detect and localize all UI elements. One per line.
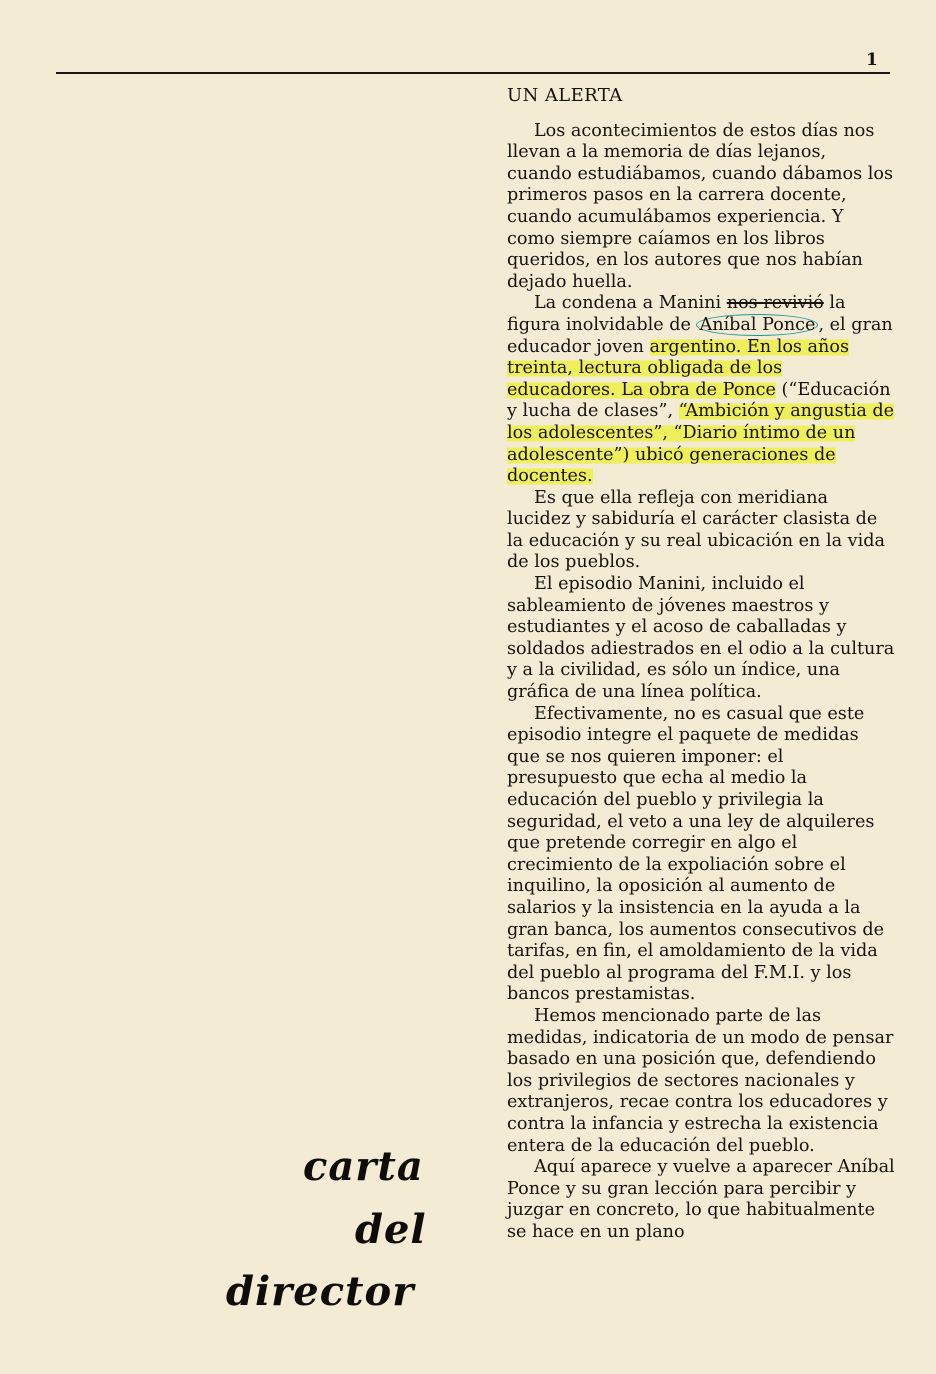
paragraph-text: Es que ella refleja con meridiana lucidez y sabiduría el carácter clasista de la educación y su real ubicación en la vida de los pueblos. [507,487,885,573]
paragraph-text: la figura inolvidable de [507,293,846,335]
section-label-del: del [355,1206,427,1253]
article-paragraph [507,1006,895,1157]
section-label-carta: carta [303,1143,424,1190]
paragraph-text: , el gran educador joven [507,314,893,357]
article-body [507,121,895,1244]
paragraph-text: Los acontecimientos de estos días nos llevan a la memoria de días lejanos, cuando estudiábamos, cuando dábamos los primeros pasos en la carrera docente, cuando acumulábamos experiencia. Y como siempre caíamos en los libros queridos, en los autores que nos habían dejado huella. [507,120,894,292]
struck-text: nos revivió [726,293,824,314]
paragraph-text: Hemos mencionado parte de las medidas, indicatoria de un modo de pensar basado en una posición que, defendiendo los privilegios de sectores nacionales y extranjeros, recae contra los educadores y contra la infancia y estrecha la existencia entera de la educación del pueblo. [507,1005,894,1156]
paragraph-text: Efectivamente, no es casual que este episodio integre el paquete de medidas que se nos quieren imponer: el presupuesto que echa al medio la educación del pueblo y privilegia la seguridad, el veto a una ley de alquileres que pretende corregir en algo el crecimiento de la expoliación sobre el inquilino, la oposición al aumento de salarios y la insistencia en la ayuda a la gran banca, los aumentos consecutivos de tarifas, en fin, el amoldamiento de la vida del pueblo al programa del F.M.I. y los bancos prestamistas. [507,703,884,1005]
article-paragraph [507,121,895,294]
paragraph-text: (“Educación y lucha de clases”, [507,379,891,422]
paragraph-text: La condena a Manini [534,293,727,314]
article [507,85,895,1243]
article-paragraph [507,704,895,1006]
header-rule [56,72,890,74]
article-title: UN ALERTA [507,85,623,106]
article-paragraph [507,488,895,574]
highlighted-text: “Ambición y angustia de los adolescentes”, “Diario íntimo de un adolescente”) ubicó generaciones de docentes. [507,401,895,487]
article-paragraph [507,574,895,704]
circled-name: Aníbal Ponce [696,314,818,336]
article-paragraph [507,1157,895,1243]
page-number: 1 [866,50,878,70]
section-label-director: director [226,1268,415,1315]
article-paragraph [507,293,895,487]
highlighted-text: argentino. En los años treinta, lectura obligada de los educadores. La obra de Ponce [507,336,849,400]
paragraph-text: El episodio Manini, incluido el sableamiento de jóvenes maestros y estudiantes y el acoso de caballadas y soldados adiestrados en el odio a la cultura y a la civilidad, es sólo un índice, una gráfica de una línea política. [507,574,895,703]
paragraph-text: Aquí aparece y vuelve a aparecer Aníbal Ponce y su gran lección para percibir y juzgar en concreto, lo que habitualmente se hace en un plano [507,1157,895,1242]
